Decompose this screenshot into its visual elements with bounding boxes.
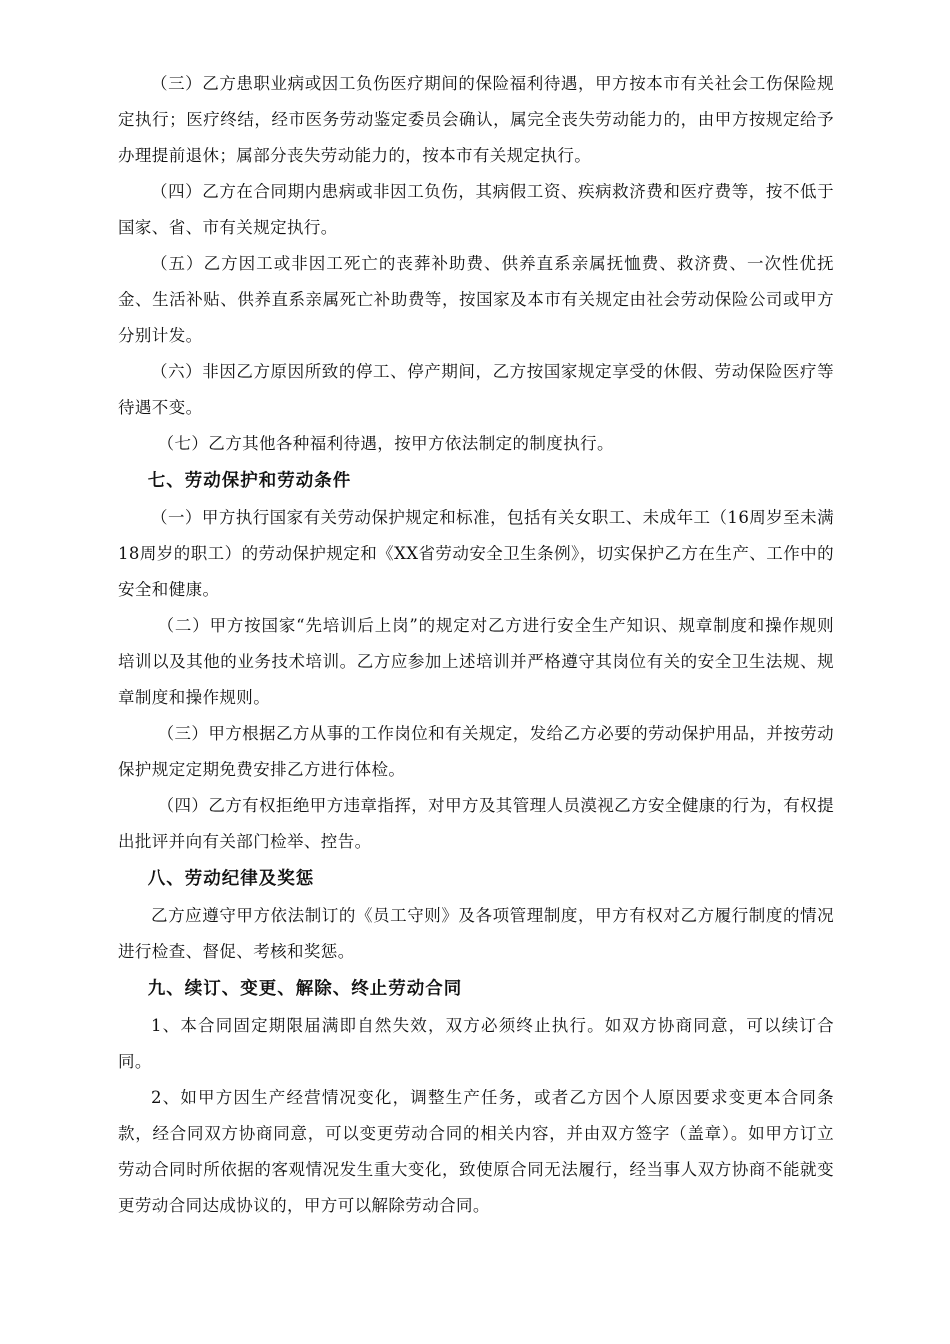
clause-7-3: （三）甲方根据乙方从事的工作岗位和有关规定，发给乙方必要的劳动保护用品，并按劳动保护规定定期免费安排乙方进行体检。 [118, 724, 834, 779]
section-9-heading: 九、续订、变更、解除、终止劳动合同 [147, 979, 463, 999]
section-7-heading: 七、劳动保护和劳动条件 [147, 471, 352, 491]
clause-7-1: （一）甲方执行国家有关劳动保护规定和标准，包括有关女职工、未成年工（16周岁至未满18周岁的职工）的劳动保护规定和《XX省劳动安全卫生条例》，切实保护乙方在生产、工作中的安全和健康。 [118, 508, 834, 599]
clause-9-1: 1、本合同固定期限届满即自然失效，双方必须终止执行。如双方协商同意，可以续订合同。 [118, 1016, 834, 1071]
clause-6-4: （四）乙方在合同期内患病或非因工负伤，其病假工资、疾病救济费和医疗费等，按不低于国家、省、市有关规定执行。 [118, 182, 834, 237]
clause-9-2: 2、如甲方因生产经营情况变化，调整生产任务，或者乙方因个人原因要求变更本合同条款，经合同双方协商同意，可以变更劳动合同的相关内容，并由双方签字（盖章）。如甲方订立劳动合同时所依据的客观情况发生重大变化，致使原合同无法履行，经当事人双方协商不能就变更劳动合同达成协议的，甲方可以解除劳动合同。 [118, 1088, 834, 1215]
clause-7-2: （二）甲方按国家“先培训后上岗”的规定对乙方进行安全生产知识、规章制度和操作规则培训以及其他的业务技术培训。乙方应参加上述培训并严格遵守其岗位有关的安全卫生法规、规章制度和操作规则。 [118, 616, 834, 707]
clause-6-7: （七）乙方其他各种福利待遇，按甲方依法制定的制度执行。 [157, 434, 614, 453]
clause-6-5: （五）乙方因工或非因工死亡的丧葬补助费、供养直系亲属抚恤费、救济费、一次性优抚金、生活补贴、供养直系亲属死亡补助费等，按国家及本市有关规定由社会劳动保险公司或甲方分别计发。 [118, 254, 834, 345]
clause-6-6: （六）非因乙方原因所致的停工、停产期间，乙方按国家规定享受的休假、劳动保险医疗等待遇不变。 [118, 362, 834, 417]
clause-8-1: 乙方应遵守甲方依法制订的《员工守则》及各项管理制度，甲方有权对乙方履行制度的情况进行检查、督促、考核和奖惩。 [118, 906, 834, 961]
section-8-heading: 八、劳动纪律及奖惩 [147, 869, 315, 889]
document-page [118, 66, 834, 1224]
clause-7-4: （四）乙方有权拒绝甲方违章指挥，对甲方及其管理人员漠视乙方安全健康的行为，有权提出批评并向有关部门检举、控告。 [118, 796, 834, 851]
clause-6-3: （三）乙方患职业病或因工负伤医疗期间的保险福利待遇，甲方按本市有关社会工伤保险规定执行；医疗终结，经市医务劳动鉴定委员会确认，属完全丧失劳动能力的，由甲方按规定给予办理提前退休；属部分丧失劳动能力的，按本市有关规定执行。 [118, 74, 834, 165]
